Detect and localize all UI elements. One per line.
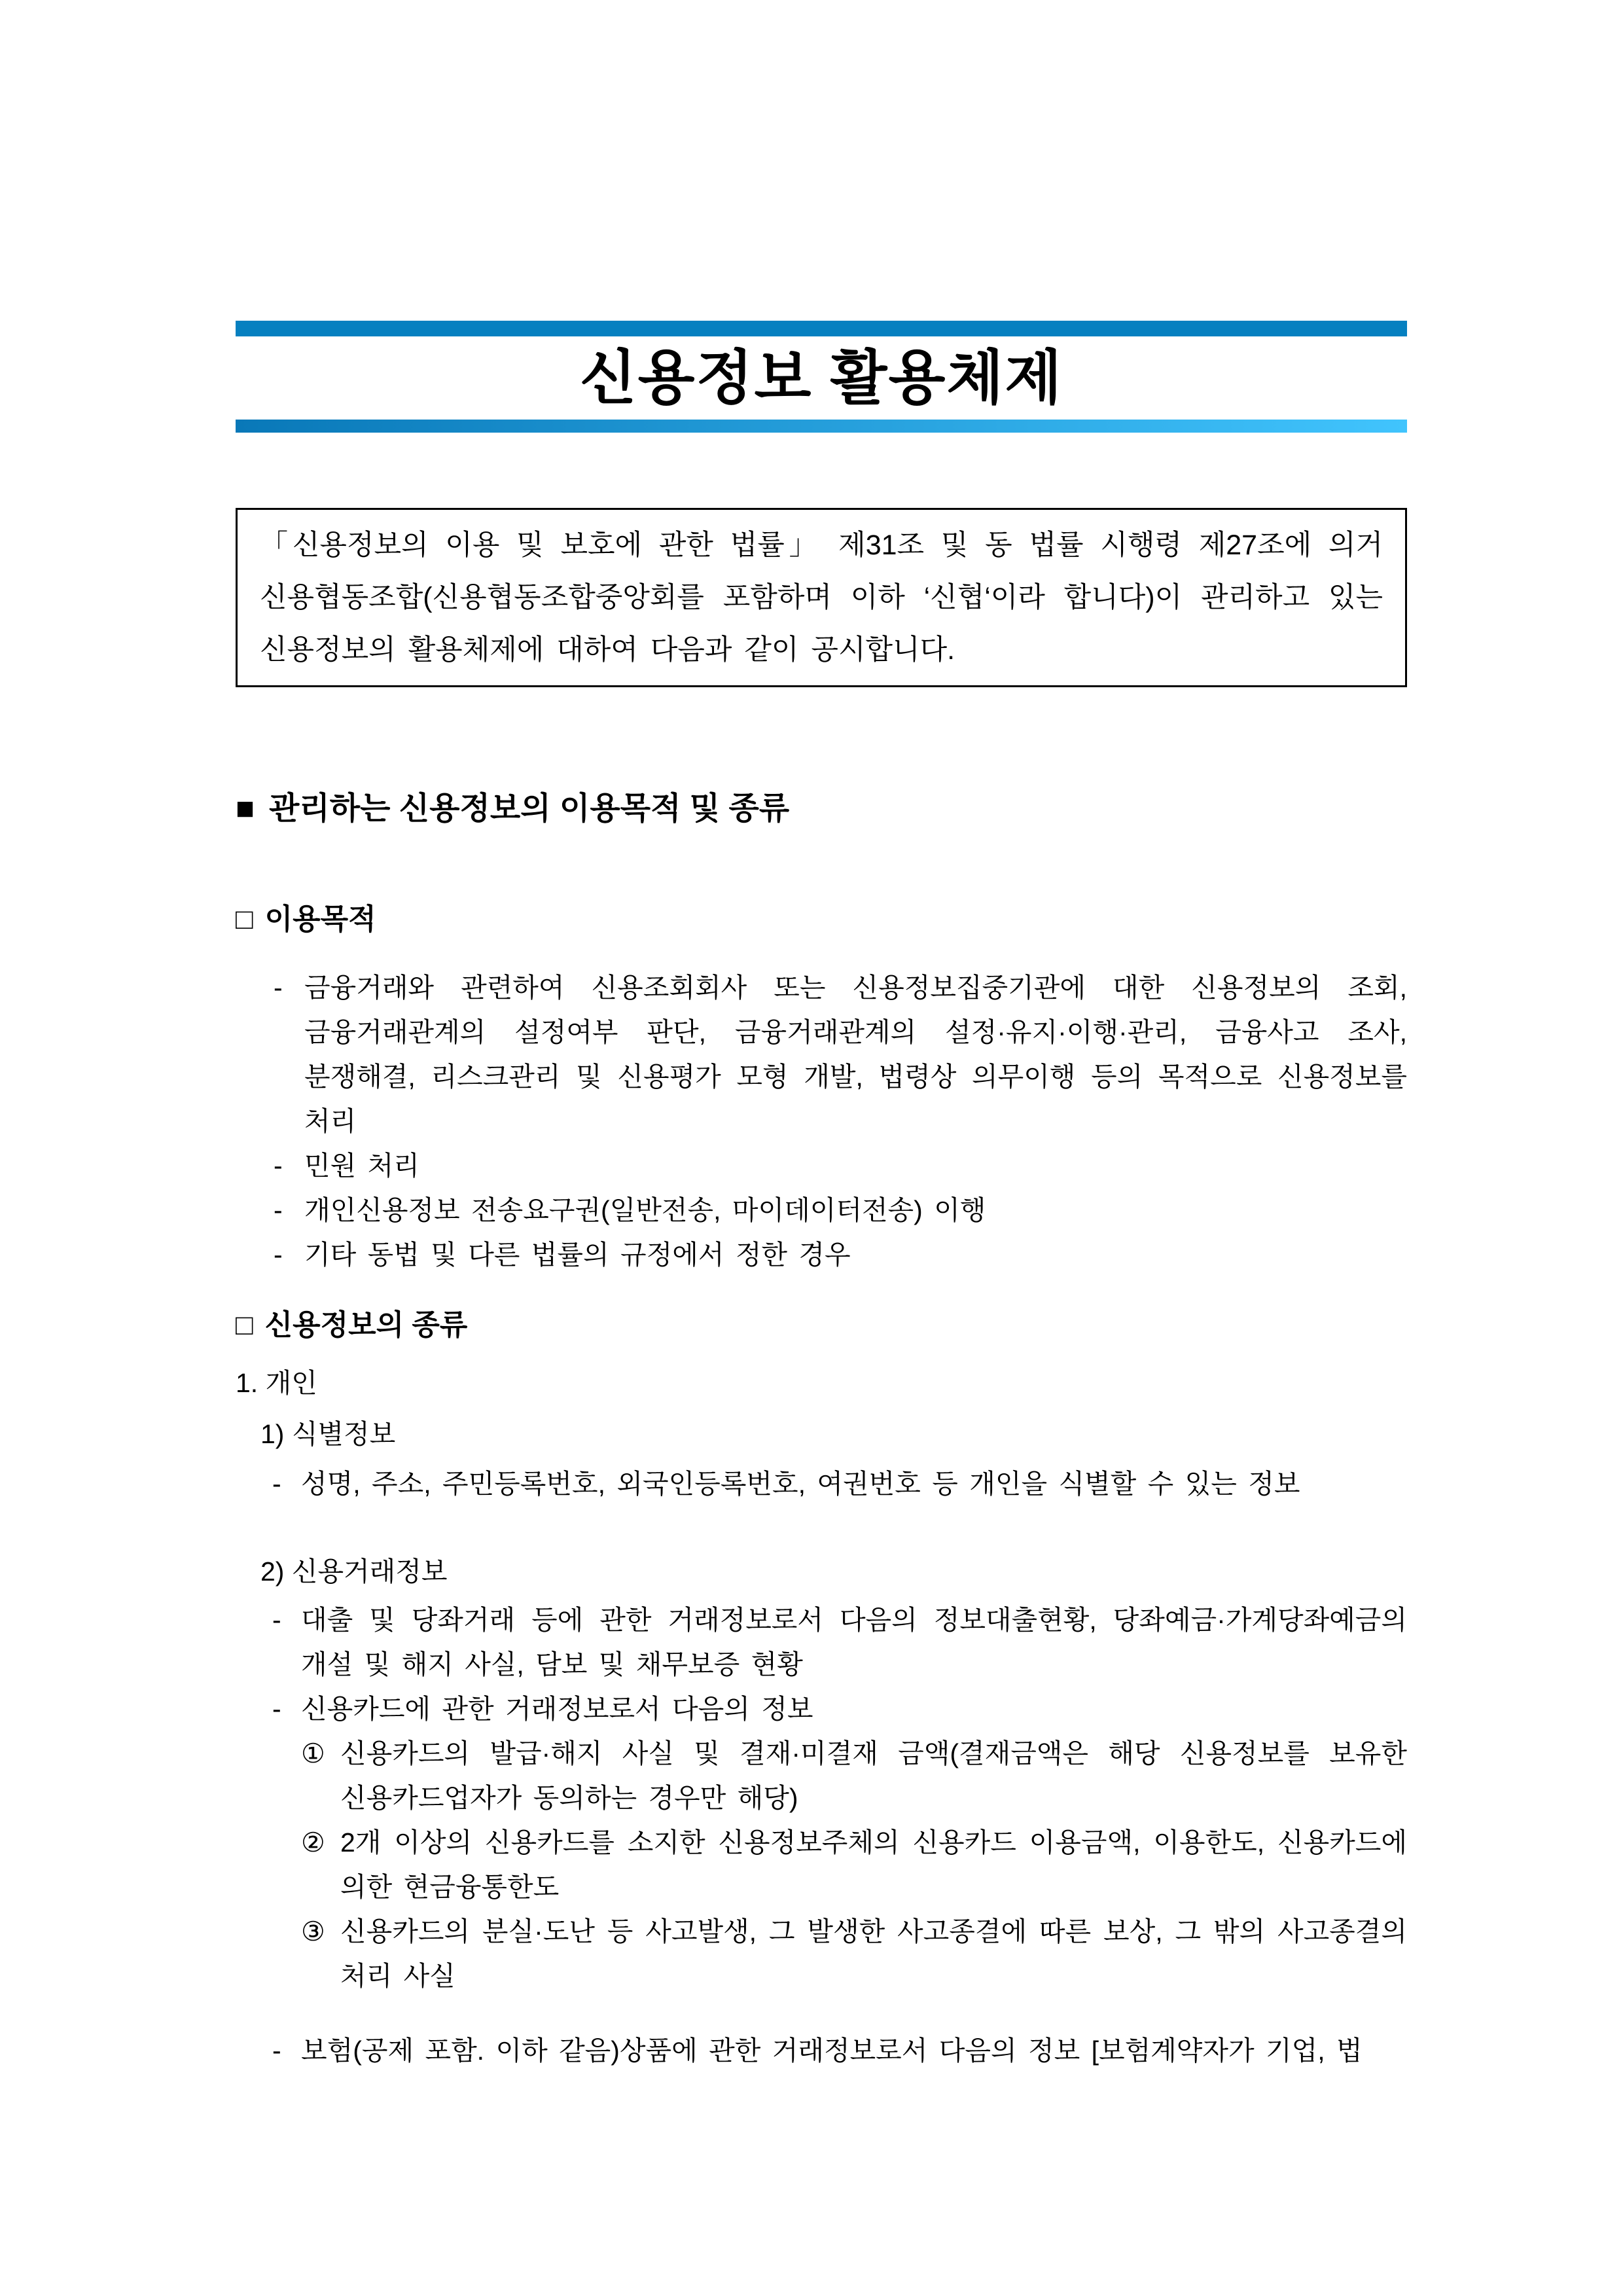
- open-square-bullet-icon: □: [236, 1308, 253, 1341]
- main-section-heading: [236, 791, 1407, 827]
- insurance-info-item-text: 보험(공제 포함. 이하 같음)상품에 관한 거래정보로서 다음의 정보 [보험계약자가 기업, 법: [301, 2035, 1363, 2066]
- dash-bullet-icon: -: [272, 1604, 281, 1635]
- purpose-item-text: 개인신용정보 전송요구권(일반전송, 마이데이터전송) 이행: [304, 1194, 986, 1225]
- purpose-item: [236, 965, 1407, 1143]
- dash-bullet-icon: -: [274, 1150, 283, 1181]
- loan-info-item-text: 대출 및 당좌거래 등에 관한 거래정보로서 다음의 정보대출현황, 당좌예금·가계당좌예금의 개설 및 해지 사실, 담보 및 채무보증 현황: [301, 1604, 1407, 1679]
- kinds-title: 신용정보의 종류: [264, 1308, 468, 1341]
- circled-item-2-text: 2개 이상의 신용카드를 소지한 신용정보주체의 신용카드 이용금액, 이용한도, 신용카드에 의한 현금융통한도: [340, 1827, 1407, 1902]
- title-top-accent-bar: [236, 321, 1407, 336]
- intro-box: [236, 508, 1407, 687]
- circled-item-1: [236, 1731, 1407, 1820]
- purpose-item: [236, 1143, 1407, 1188]
- insurance-info-item: [236, 2028, 1407, 2073]
- circled-three-icon: ③: [301, 1916, 325, 1946]
- dash-bullet-icon: -: [272, 1468, 281, 1499]
- id-info-label: 1) 식별정보: [260, 1418, 396, 1449]
- purpose-item-text: 금융거래와 관련하여 신용조회회사 또는 신용정보집중기관에 대한 신용정보의 조회, 금융거래관계의 설정여부 판단, 금융거래관계의 설정·유지·이행·관리, 금융사고 조사, 분쟁해결, 리스크관리 및 신용평가 모형 개발, 법령상 의무이행 등의 목적으로 신용정보를 처리: [304, 972, 1407, 1136]
- dash-bullet-icon: -: [274, 1239, 283, 1270]
- purpose-item-text: 민원 처리: [304, 1150, 419, 1181]
- purpose-heading: [236, 903, 1407, 937]
- dash-bullet-icon: -: [274, 1194, 283, 1225]
- dash-bullet-icon: -: [272, 2035, 281, 2066]
- intro-text: 「신용정보의 이용 및 보호에 관한 법률」 제31조 및 동 법률 시행령 제27조에 의거 신용협동조합(신용협동조합중앙회를 포함하며 이하 ‘신협‘이라 합니다)이 관리하고 있는 신용정보의 활용체제에 대하여 다음과 같이 공시합니다.: [260, 529, 1383, 666]
- circled-item-3-text: 신용카드의 분실·도난 등 사고발생, 그 발생한 사고종결에 따른 보상, 그 밖의 사고종결의 처리 사실: [340, 1916, 1407, 1991]
- card-info-item-text: 신용카드에 관한 거래정보로서 다음의 정보: [301, 1693, 813, 1724]
- circled-two-icon: ②: [301, 1827, 325, 1857]
- personal-group-label: 1. 개인: [236, 1367, 317, 1398]
- circled-item-3: [236, 1909, 1407, 1998]
- circled-item-2: [236, 1820, 1407, 1909]
- credit-trade-label: 2) 신용거래정보: [260, 1556, 448, 1587]
- purpose-list: [236, 965, 1407, 1277]
- id-info-item-text: 성명, 주소, 주민등록번호, 외국인등록번호, 여권번호 등 개인을 식별할 수 있는 정보: [301, 1468, 1300, 1499]
- credit-trade-list: [236, 1598, 1407, 2073]
- circled-item-1-text: 신용카드의 발급·해지 사실 및 결재·미결재 금액(결재금액은 해당 신용정보를 보유한 신용카드업자가 동의하는 경우만 해당): [340, 1738, 1407, 1813]
- purpose-title: 이용목적: [264, 903, 376, 935]
- main-section-title: 관리하는 신용정보의 이용목적 및 종류: [269, 791, 790, 826]
- purpose-item: [236, 1232, 1407, 1277]
- circled-one-icon: ①: [301, 1738, 325, 1768]
- page-content: [236, 0, 1407, 2073]
- kinds-heading: [236, 1308, 1407, 1342]
- card-info-item: [236, 1687, 1407, 1731]
- dash-bullet-icon: -: [274, 972, 283, 1003]
- purpose-item: [236, 1188, 1407, 1232]
- title-bottom-accent-bar: [236, 420, 1407, 433]
- id-info-item: [236, 1462, 1407, 1506]
- loan-info-item: [236, 1598, 1407, 1687]
- filled-square-bullet-icon: ■: [236, 791, 255, 826]
- open-square-bullet-icon: □: [236, 903, 253, 935]
- dash-bullet-icon: -: [272, 1693, 281, 1724]
- purpose-item-text: 기타 동법 및 다른 법률의 규정에서 정한 경우: [304, 1239, 851, 1270]
- page-title: 신용정보 활용체제: [579, 346, 1063, 411]
